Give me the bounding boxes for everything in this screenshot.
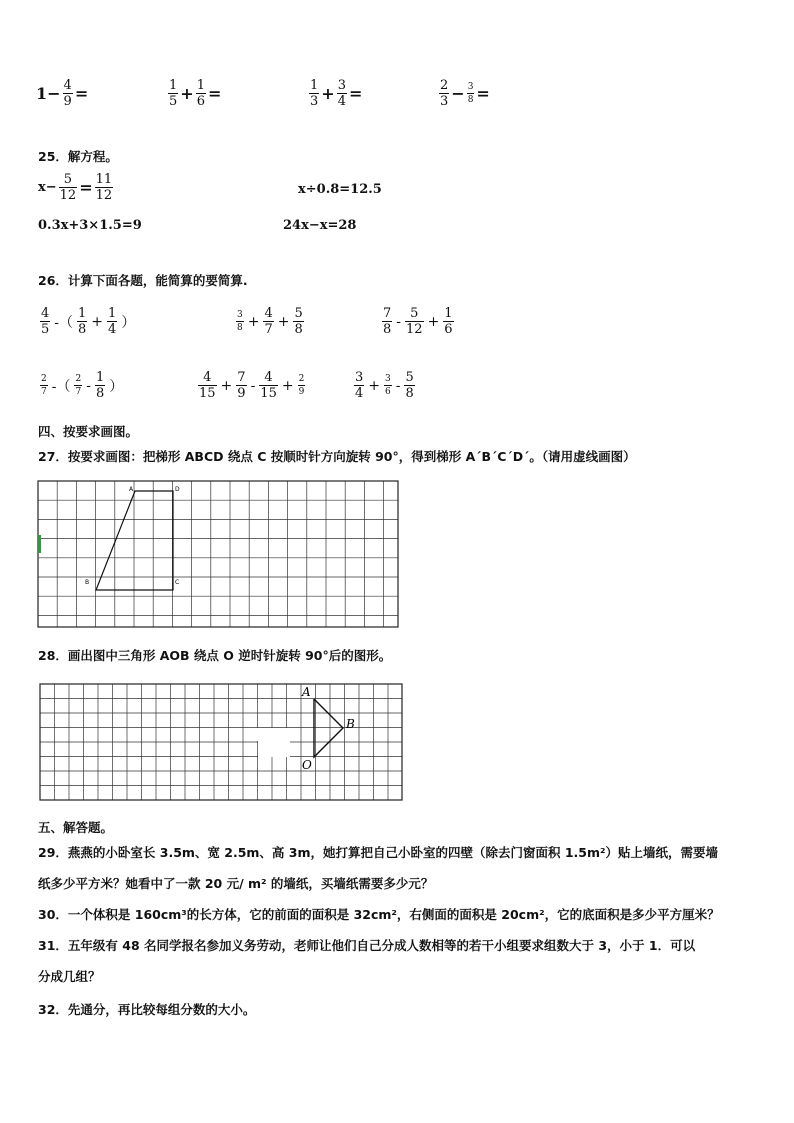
calc-r2c2 bbox=[196, 370, 307, 401]
vertex-label-a: A bbox=[302, 685, 311, 699]
number: 1 bbox=[36, 84, 48, 103]
question-29-line-2: 纸多少平方米？她看中了一款 20 元/ m² 的墙纸，买墙纸需要多少元？ bbox=[38, 876, 434, 891]
vertex-label-d: D bbox=[175, 486, 180, 493]
fraction: $\frac{4}{7}$ bbox=[264, 306, 273, 337]
fraction: $\frac{1}{6}$ bbox=[444, 306, 453, 337]
fraction: $\frac{5}{12}$ bbox=[406, 306, 423, 337]
grid-q27 bbox=[38, 481, 398, 629]
fraction: $\frac{2}{7}$ bbox=[41, 374, 47, 397]
operator: ） bbox=[121, 314, 136, 331]
operator: - bbox=[86, 377, 91, 394]
operator: + bbox=[247, 313, 260, 330]
operator: + bbox=[277, 313, 290, 330]
fraction: $\frac{1}{3}$ bbox=[310, 78, 319, 109]
fraction: $\frac{5}{8}$ bbox=[294, 306, 303, 337]
calc-r2c1 bbox=[38, 370, 125, 401]
vertex-label-b: B bbox=[85, 579, 90, 586]
vertex-label-b: B bbox=[346, 717, 355, 731]
fraction: $\frac{1}{8}$ bbox=[95, 370, 105, 401]
exercise-1-3-plus-3-4 bbox=[307, 78, 362, 109]
calc-r1c1 bbox=[38, 306, 137, 337]
operator: -（ bbox=[51, 378, 71, 395]
fraction: $\frac{5}{8}$ bbox=[405, 370, 414, 401]
triangle-aob bbox=[314, 699, 343, 757]
equals-sign: = bbox=[476, 84, 490, 103]
fraction: $\frac{5}{12}$ bbox=[59, 172, 77, 203]
fraction: $\frac{1}{8}$ bbox=[78, 306, 87, 337]
operator: -（ bbox=[54, 314, 74, 331]
operator: - bbox=[250, 377, 256, 394]
equals-sign: = bbox=[74, 84, 89, 103]
operator: - bbox=[396, 313, 402, 330]
equation-1 bbox=[38, 172, 115, 203]
calc-r1c2 bbox=[234, 306, 306, 337]
operator: + bbox=[281, 377, 294, 394]
calc-r2c3 bbox=[352, 370, 417, 401]
operator: + bbox=[321, 84, 335, 103]
fraction: $\frac{7}{9}$ bbox=[237, 370, 246, 401]
vertex-label-a: A bbox=[129, 486, 134, 493]
question-31-line-1: 31．五年级有 48 名同学报名参加义务劳动，老师让他们自己分成人数相等的若干小组要求组数大于 3，小于 1．可以 bbox=[38, 938, 696, 953]
fraction: $\frac{3}{6}$ bbox=[385, 374, 391, 397]
operator: + bbox=[220, 377, 233, 394]
fraction: $\frac{4}{5}$ bbox=[41, 306, 50, 337]
vertex-label-c: C bbox=[175, 579, 180, 586]
fraction: $\frac{4}{9}$ bbox=[63, 78, 72, 109]
fraction: $\frac{11}{12}$ bbox=[95, 172, 113, 203]
exercise-1-5-plus-1-6 bbox=[166, 78, 221, 109]
question-28-title: 28．画出图中三角形 AOB 绕点 O 逆时针旋转 90°后的图形。 bbox=[38, 648, 392, 663]
question-29-line-1: 29．燕燕的小卧室长 3.5m、宽 2.5m、高 3m，她打算把自己小卧室的四壁（除去门窗面积 1.5m²）贴上墙纸，需要墙 bbox=[38, 845, 719, 860]
fraction: $\frac{4}{15}$ bbox=[199, 370, 216, 401]
fraction: $\frac{7}{8}$ bbox=[383, 306, 392, 337]
equals-sign: = bbox=[79, 178, 93, 197]
equation-4: 24x−x=28 bbox=[283, 218, 357, 233]
question-30: 30．一个体积是 160cm³的长方体，它的前面的面积是 32cm²，右侧面的面积是 20cm²，它的底面积是多少平方厘米？ bbox=[38, 907, 720, 922]
fraction: $\frac{1}{6}$ bbox=[196, 78, 205, 109]
operator: + bbox=[180, 84, 194, 103]
fraction: $\frac{4}{15}$ bbox=[260, 370, 277, 401]
fraction: $\frac{3}{4}$ bbox=[355, 370, 364, 401]
question-32: 32．先通分，再比较每组分数的大小。 bbox=[38, 1002, 256, 1017]
operator: − bbox=[47, 84, 61, 103]
operator: ） bbox=[109, 378, 124, 395]
question-25-title: 25．解方程。 bbox=[38, 149, 118, 164]
fraction: $\frac{2}{9}$ bbox=[298, 374, 305, 397]
operator: − bbox=[451, 84, 465, 103]
equals-sign: = bbox=[348, 84, 363, 103]
fraction: $\frac{1}{4}$ bbox=[108, 306, 117, 337]
trapezoid-abcd bbox=[96, 491, 173, 590]
question-31-line-2: 分成几组？ bbox=[38, 969, 101, 984]
fraction: $\frac{3}{8}$ bbox=[237, 310, 243, 333]
fraction: $\frac{1}{5}$ bbox=[169, 78, 178, 109]
question-26-title: 26．计算下面各题，能简算的要简算. bbox=[38, 273, 248, 288]
question-27-title: 27．按要求画图：把梯形 ABCD 绕点 C 按顺时针方向旋转 90°，得到梯形 A´B´C´D´。（请用虚线画图） bbox=[38, 449, 636, 464]
section-5-heading: 五、解答题。 bbox=[38, 820, 114, 835]
operator: + bbox=[91, 313, 104, 330]
grid-q28 bbox=[40, 684, 402, 802]
exercise-1-minus-4-9 bbox=[36, 78, 88, 109]
equation-2: x÷0.8=12.5 bbox=[298, 182, 382, 197]
section-4-heading: 四、按要求画图。 bbox=[38, 424, 139, 439]
operator: + bbox=[368, 377, 381, 394]
fraction: $\frac{2}{3}$ bbox=[440, 78, 449, 109]
fraction: $\frac{3}{4}$ bbox=[337, 78, 346, 109]
operator: + bbox=[427, 313, 440, 330]
equals-sign: = bbox=[207, 84, 222, 103]
equation-lead: x− bbox=[38, 180, 57, 195]
exercise-2-3-minus-3-8 bbox=[437, 78, 490, 109]
fraction: $\frac{3}{8}$ bbox=[467, 82, 474, 105]
equation-3: 0.3x+3×1.5=9 bbox=[38, 218, 142, 233]
vertex-label-o: O bbox=[302, 758, 312, 772]
fraction: $\frac{2}{7}$ bbox=[75, 374, 82, 397]
operator: - bbox=[395, 377, 401, 394]
calc-r1c3 bbox=[380, 306, 456, 337]
